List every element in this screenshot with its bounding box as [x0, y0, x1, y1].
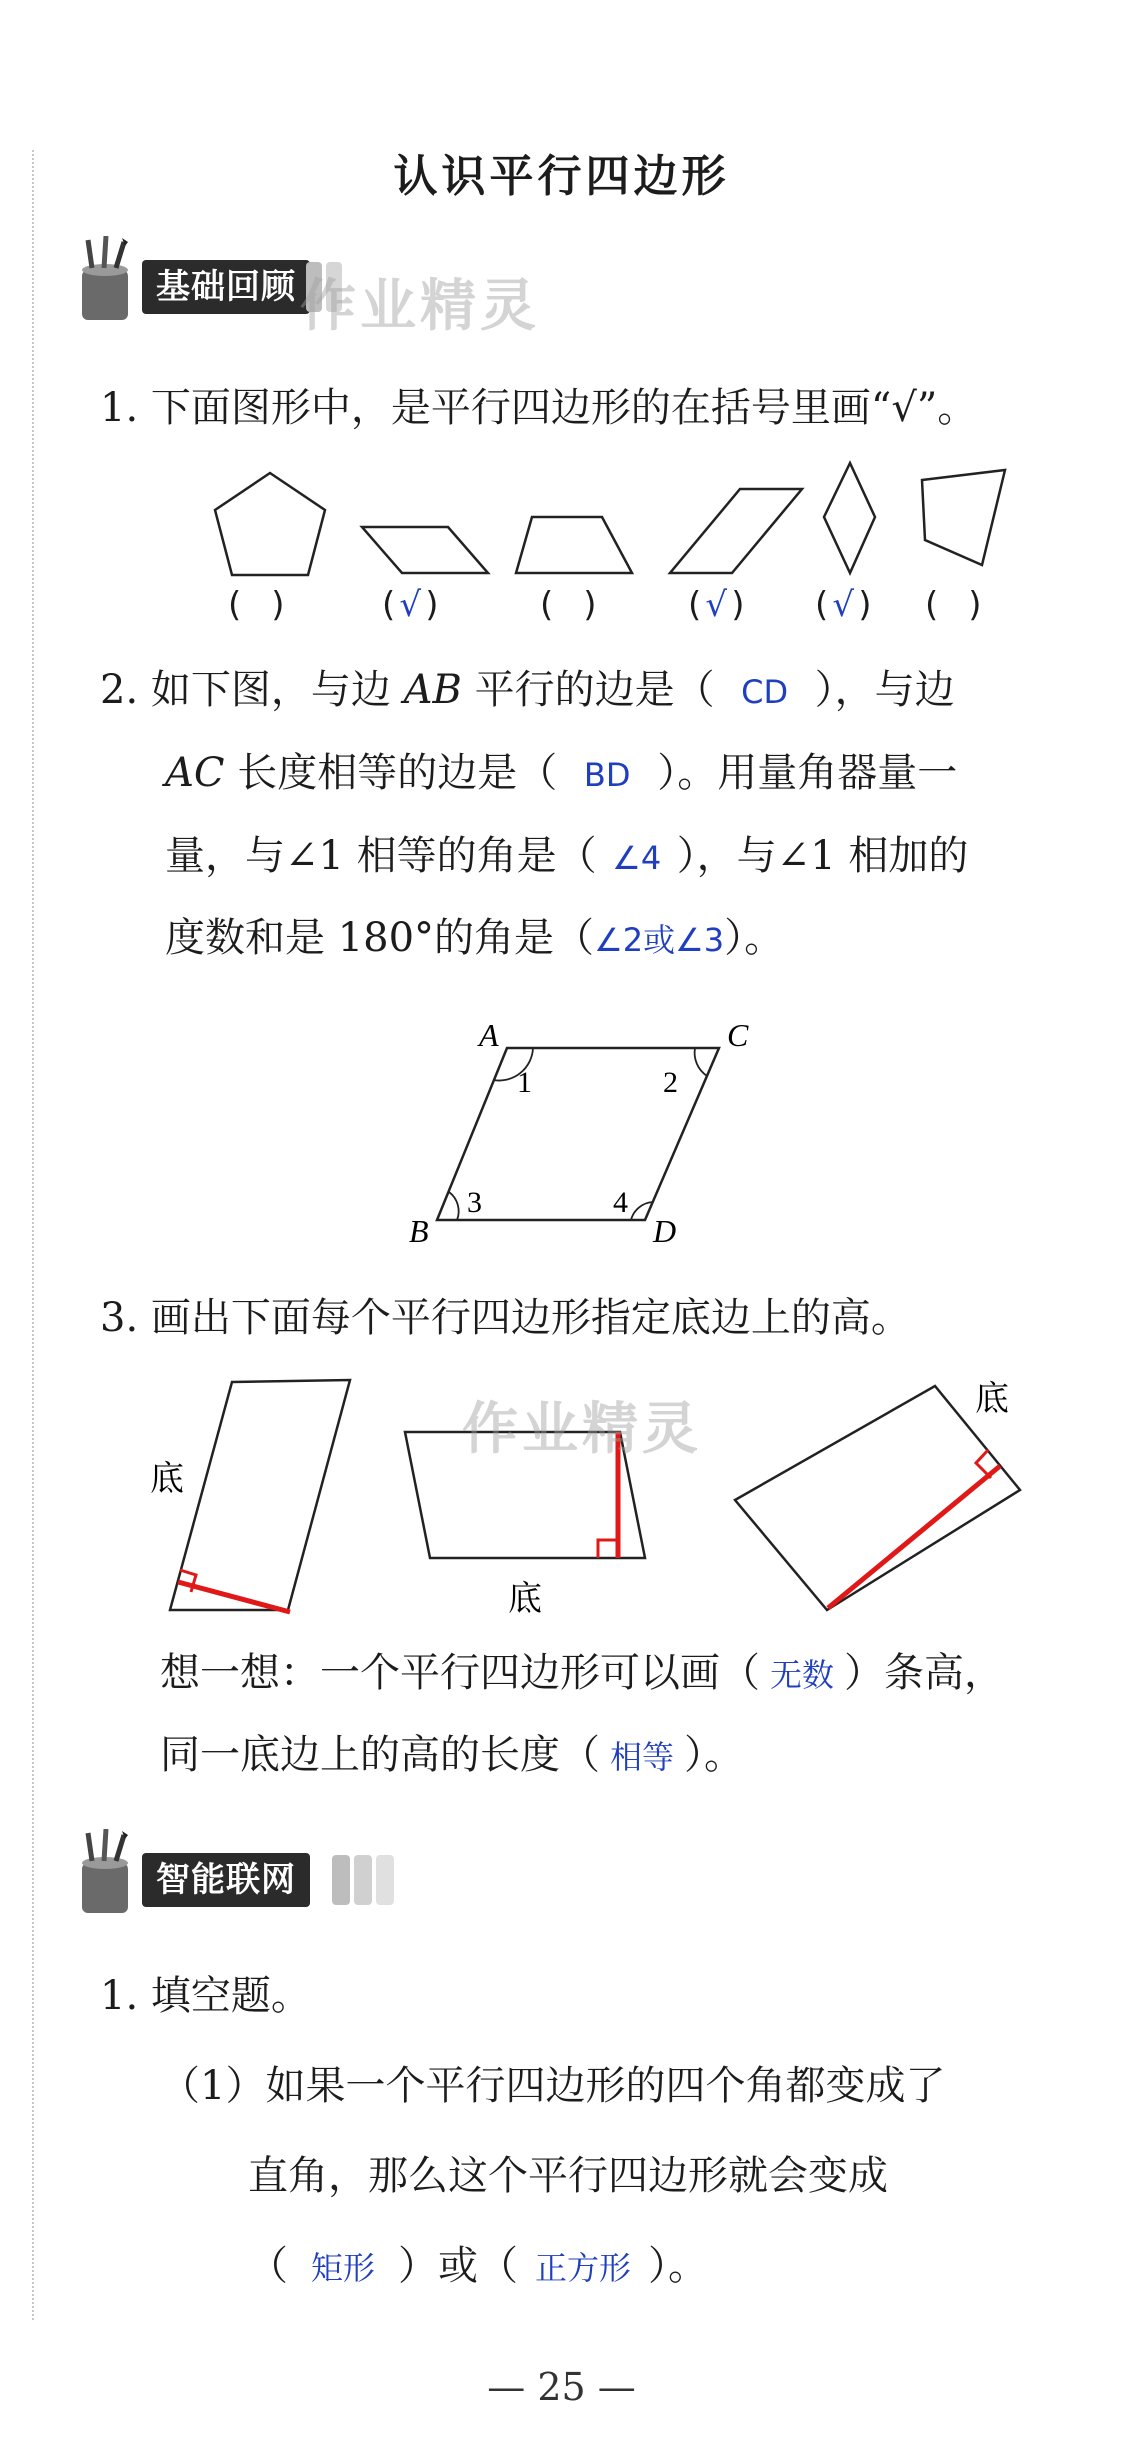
- text-segment: 如下图，与边: [150, 667, 391, 713]
- text-segment: 如果一个平行四边形的四个角都变成了: [265, 2063, 946, 2109]
- vertex-b: B: [409, 1213, 429, 1249]
- watermark: 作业精灵: [300, 274, 540, 339]
- section-label: 基础回顾: [142, 260, 310, 314]
- question-1: [100, 380, 977, 436]
- answer-equal: 相等: [609, 1738, 674, 1776]
- sub-question-1-line-1: [160, 2058, 945, 2114]
- angle-label-3: 3: [467, 1186, 482, 1219]
- pentagon-shape: [215, 473, 325, 575]
- base-label-2: 底: [508, 1579, 542, 1619]
- answer-angle-2-or-3: ∠2或∠3: [594, 921, 725, 959]
- angle-label-4: 4: [613, 1186, 628, 1219]
- sub-question-1-line-2: [248, 2148, 888, 2204]
- text-segment: 量，与∠1 相等的角是（: [165, 833, 597, 879]
- answer-rectangle: 矩形: [310, 2249, 375, 2287]
- angle-label-2: 2: [663, 1066, 678, 1099]
- text-segment: ），与边: [814, 667, 955, 713]
- text-segment: （: [248, 2243, 288, 2289]
- base-label-1: 底: [150, 1459, 184, 1499]
- sub-question-1-line-3: [248, 2238, 708, 2296]
- question-2-line-2: [165, 745, 957, 803]
- page-title: 认识平行四边形: [393, 151, 730, 202]
- choice-2: ( √ ): [382, 585, 439, 625]
- think-line-2: [160, 1727, 744, 1785]
- question-2-line-3: [165, 828, 968, 886]
- base-label-3: 底: [975, 1379, 1009, 1419]
- question-number: 1.: [100, 1973, 139, 2019]
- section-label: 智能联网: [142, 1853, 310, 1907]
- question-2-line-1: [100, 662, 955, 720]
- choice-6: ( ): [925, 585, 982, 625]
- parallelogram-abcd-figure: [395, 1020, 775, 1250]
- pencil-cup-icon: [78, 1829, 144, 1915]
- text-segment: 平行的边是（: [474, 667, 715, 713]
- quadrilateral-shape: [922, 470, 1005, 565]
- vertex-c: C: [727, 1020, 749, 1053]
- connect-question-1: [100, 1968, 311, 2024]
- parallelogram-shape-1: [362, 527, 488, 573]
- margin-line: [32, 150, 34, 2320]
- choice-5: ( √ ): [815, 585, 872, 625]
- rhombus-shape: [824, 463, 875, 573]
- choice-3: ( ): [540, 585, 597, 625]
- edge-label: AC: [165, 750, 225, 796]
- sub-question-number: （1）: [160, 2063, 266, 2109]
- decorative-bars: [330, 1853, 410, 1907]
- text-segment: 度数和是 180°的角是（: [165, 915, 595, 961]
- text-segment: ）。: [684, 1732, 744, 1778]
- parallelogram-shape-2: [670, 489, 802, 573]
- question-number: 3.: [100, 1295, 139, 1341]
- answer-cd: CD: [741, 673, 789, 711]
- text-segment: ）。: [648, 2243, 708, 2289]
- text-segment: 长度相等的边是（: [237, 750, 558, 796]
- trapezoid-shape: [516, 517, 632, 573]
- text-segment: ）。: [724, 915, 785, 961]
- answer-angle-4: ∠4: [612, 839, 662, 877]
- pencil-cup-icon: [78, 236, 144, 322]
- choice-1: ( ): [228, 585, 285, 625]
- page-number: — 25 —: [487, 2365, 636, 2409]
- vertex-d: D: [653, 1213, 677, 1249]
- text-segment: 同一底边上的高的长度（: [160, 1732, 600, 1778]
- text-segment: ）或（: [398, 2243, 518, 2289]
- question-text: 下面图形中，是平行四边形的在括号里画“√”。: [150, 385, 978, 431]
- answer-countless: 无数: [769, 1656, 834, 1694]
- answer-square: 正方形: [534, 2249, 631, 2287]
- answer-bd: BD: [583, 756, 631, 794]
- question-text: 填空题。: [150, 1973, 311, 2019]
- question-number: 1.: [100, 385, 139, 431]
- text-segment: ）条高，: [844, 1650, 1004, 1696]
- vertex-a: A: [479, 1020, 499, 1053]
- question-text: 画出下面每个平行四边形指定底边上的高。: [150, 1295, 911, 1341]
- text-segment: 想一想：一个平行四边形可以画（: [160, 1650, 760, 1696]
- text-segment: 直角，那么这个平行四边形就会变成: [248, 2153, 888, 2199]
- text-segment: ），与∠1 相加的: [676, 833, 969, 879]
- edge-label: AB: [403, 667, 462, 713]
- watermark: 作业精灵: [462, 1397, 702, 1462]
- think-line-1: [160, 1645, 1004, 1703]
- angle-label-1: 1: [517, 1066, 532, 1099]
- choice-4: ( √ ): [688, 585, 745, 625]
- section-badge-connect: [78, 1843, 408, 1913]
- question-number: 2.: [100, 667, 139, 713]
- question-3: [100, 1290, 911, 1346]
- text-segment: ）。用量角器量一: [657, 750, 958, 796]
- question-2-line-4: [165, 910, 784, 968]
